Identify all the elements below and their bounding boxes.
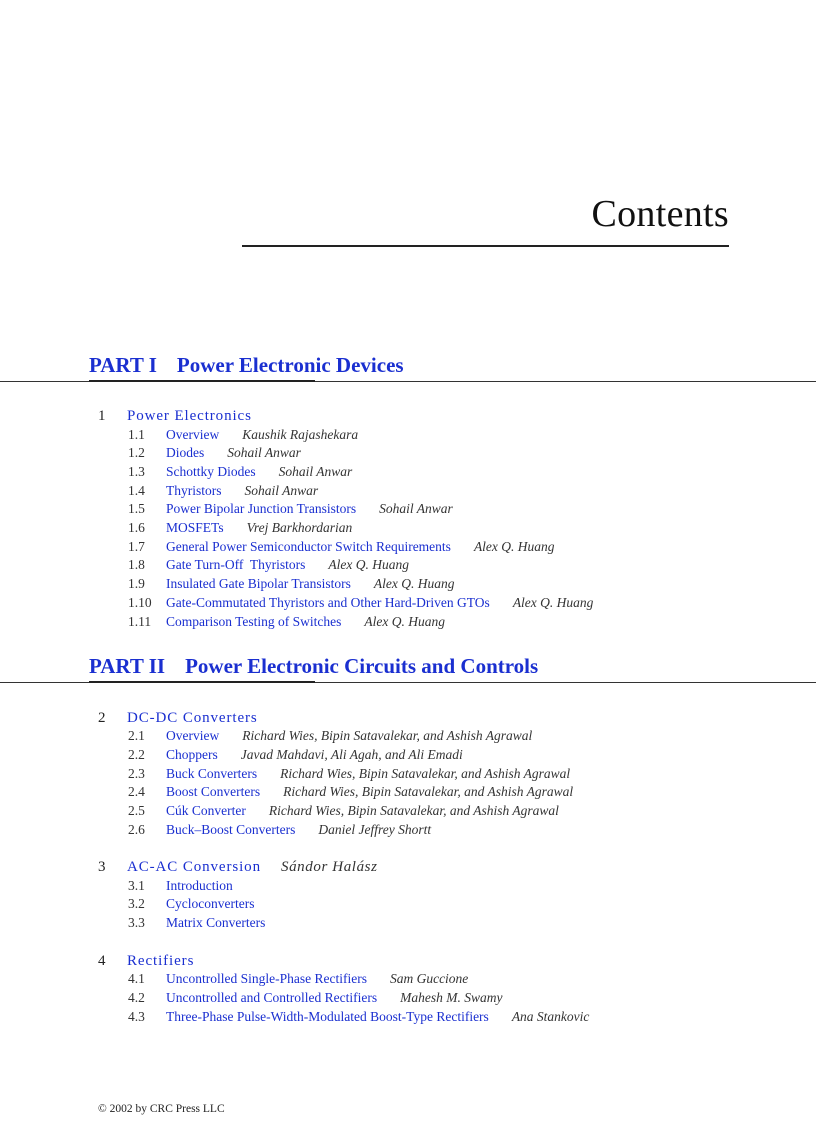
page-title: Contents	[591, 193, 729, 235]
copyright-footer: © 2002 by CRC Press LLC	[98, 1103, 225, 1115]
section-number: 3.3	[128, 915, 145, 930]
section-entry[interactable]	[128, 970, 468, 988]
section-title: Three-Phase Pulse-Width-Modulated Boost-Type Rectifiers	[166, 1009, 489, 1024]
section-title: Overview	[166, 728, 220, 743]
part-heading[interactable]	[89, 654, 538, 679]
section-entry[interactable]	[128, 783, 573, 801]
chapter-title: Power Electronics	[127, 408, 252, 424]
chapter-number: 1	[98, 408, 106, 424]
section-entry[interactable]	[128, 895, 254, 913]
part-divider-accent	[89, 380, 315, 382]
section-title: Comparison Testing of Switches	[166, 614, 342, 629]
section-title: Power Bipolar Junction Transistors	[166, 501, 357, 516]
section-author: Sohail Anwar	[227, 445, 301, 460]
section-title: Cycloconverters	[166, 896, 255, 911]
section-title: Overview	[166, 427, 220, 442]
section-entry[interactable]	[128, 727, 532, 745]
section-title: Choppers	[166, 747, 218, 762]
section-title: Thyristors	[166, 483, 222, 498]
section-entry[interactable]	[128, 746, 463, 764]
section-number: 2.4	[128, 784, 145, 799]
section-title: Uncontrolled and Controlled Rectifiers	[166, 990, 378, 1005]
section-number: 1.4	[128, 483, 145, 498]
section-author: Ana Stankovic	[511, 1009, 590, 1024]
section-entry[interactable]	[128, 444, 301, 462]
section-entry[interactable]	[128, 765, 570, 783]
section-title: Gate Turn-Off Thyristors	[166, 557, 306, 572]
section-number: 3.1	[128, 878, 145, 893]
section-entry[interactable]	[128, 538, 555, 556]
chapter-author: Sándor Halász	[280, 859, 378, 875]
section-entry[interactable]	[128, 556, 409, 574]
section-number: 1.11	[128, 614, 152, 629]
section-author: Richard Wies, Bipin Satavalekar, and Ashish Agrawal	[242, 728, 533, 743]
section-author: Javad Mahdavi, Ali Agah, and Ali Emadi	[240, 747, 463, 762]
section-author: Alex Q. Huang	[328, 557, 409, 572]
section-author: Alex Q. Huang	[473, 539, 555, 554]
section-number: 1.7	[128, 539, 145, 554]
section-number: 1.5	[128, 501, 145, 516]
section-author: Daniel Jeffrey Shortt	[318, 822, 432, 837]
section-entry[interactable]	[128, 426, 358, 444]
part-number: PART II	[89, 654, 166, 678]
section-number: 4.1	[128, 971, 145, 986]
section-number: 1.8	[128, 557, 145, 572]
section-author: Alex Q. Huang	[373, 576, 455, 591]
part-title: Power Electronic Circuits and Controls	[185, 654, 539, 678]
section-title: Gate-Commutated Thyristors and Other Hard-Driven GTOs	[166, 595, 490, 610]
section-number: 1.3	[128, 464, 145, 479]
section-number: 4.3	[128, 1009, 145, 1024]
section-author: Richard Wies, Bipin Satavalekar, and Ashish Agrawal	[268, 803, 559, 818]
section-entry[interactable]	[128, 821, 431, 839]
section-author: Sohail Anwar	[278, 464, 353, 479]
section-author: Richard Wies, Bipin Satavalekar, and Ashish Agrawal	[283, 784, 574, 799]
section-title: Insulated Gate Bipolar Transistors	[166, 576, 351, 591]
section-author: Alex Q. Huang	[512, 595, 594, 610]
section-title: Matrix Converters	[166, 915, 266, 930]
section-number: 2.5	[128, 803, 145, 818]
section-author: Sohail Anwar	[379, 501, 453, 516]
chapter-number: 4	[98, 953, 106, 969]
chapter-title: DC-DC Converters	[127, 710, 258, 726]
chapter-title: AC-AC Conversion	[127, 859, 261, 875]
section-author: Richard Wies, Bipin Satavalekar, and Ashish Agrawal	[280, 766, 571, 781]
part-title: Power Electronic Devices	[176, 353, 404, 377]
section-entry[interactable]	[128, 594, 593, 612]
section-number: 2.1	[128, 728, 145, 743]
section-title: Diodes	[166, 445, 205, 460]
section-author: Sam Guccione	[389, 971, 469, 986]
chapter-number: 3	[98, 859, 106, 875]
section-author: Mahesh M. Swamy	[400, 990, 503, 1005]
section-entry[interactable]	[128, 1008, 589, 1026]
section-number: 3.2	[128, 896, 145, 911]
section-title: Cúk Converter	[166, 803, 246, 818]
part-heading[interactable]	[89, 353, 404, 378]
section-number: 4.2	[128, 990, 145, 1005]
chapter-title: Rectifiers	[127, 953, 195, 969]
section-number: 1.1	[128, 427, 145, 442]
section-entry[interactable]	[128, 519, 352, 537]
section-title: Uncontrolled Single-Phase Rectifiers	[166, 971, 367, 986]
chapter-number: 2	[98, 710, 106, 726]
chapter-entry[interactable]	[98, 858, 378, 877]
section-title: Buck Converters	[166, 766, 258, 781]
section-author: Vrej Barkhordarian	[246, 520, 353, 535]
section-title: Buck–Boost Converters	[166, 822, 296, 837]
section-entry[interactable]	[128, 613, 445, 631]
chapter-entry[interactable]	[98, 709, 258, 728]
chapter-entry[interactable]	[98, 952, 194, 971]
section-entry[interactable]	[128, 914, 265, 932]
section-title: Boost Converters	[166, 784, 261, 799]
section-entry[interactable]	[128, 802, 559, 820]
section-author: Kaushik Rajashekara	[242, 427, 359, 442]
section-author: Sohail Anwar	[244, 483, 319, 498]
section-number: 1.9	[128, 576, 145, 591]
section-entry[interactable]	[128, 500, 453, 518]
section-title: Schottky Diodes	[166, 464, 256, 479]
section-entry[interactable]	[128, 463, 352, 481]
part-number: PART I	[89, 353, 157, 377]
section-author: Alex Q. Huang	[364, 614, 446, 629]
section-number: 2.3	[128, 766, 145, 781]
title-underline	[242, 245, 729, 247]
section-entry[interactable]	[128, 482, 318, 500]
section-entry[interactable]	[128, 575, 454, 593]
section-entry[interactable]	[128, 877, 233, 895]
section-title: General Power Semiconductor Switch Requirements	[166, 539, 451, 554]
section-number: 1.2	[128, 445, 145, 460]
section-number: 2.6	[128, 822, 145, 837]
section-entry[interactable]	[128, 989, 502, 1007]
section-number: 2.2	[128, 747, 145, 762]
part-divider-accent	[89, 681, 315, 683]
section-number: 1.6	[128, 520, 145, 535]
chapter-entry[interactable]	[98, 407, 252, 426]
section-title: Introduction	[166, 878, 233, 893]
section-title: MOSFETs	[166, 520, 224, 535]
section-number: 1.10	[128, 595, 152, 610]
